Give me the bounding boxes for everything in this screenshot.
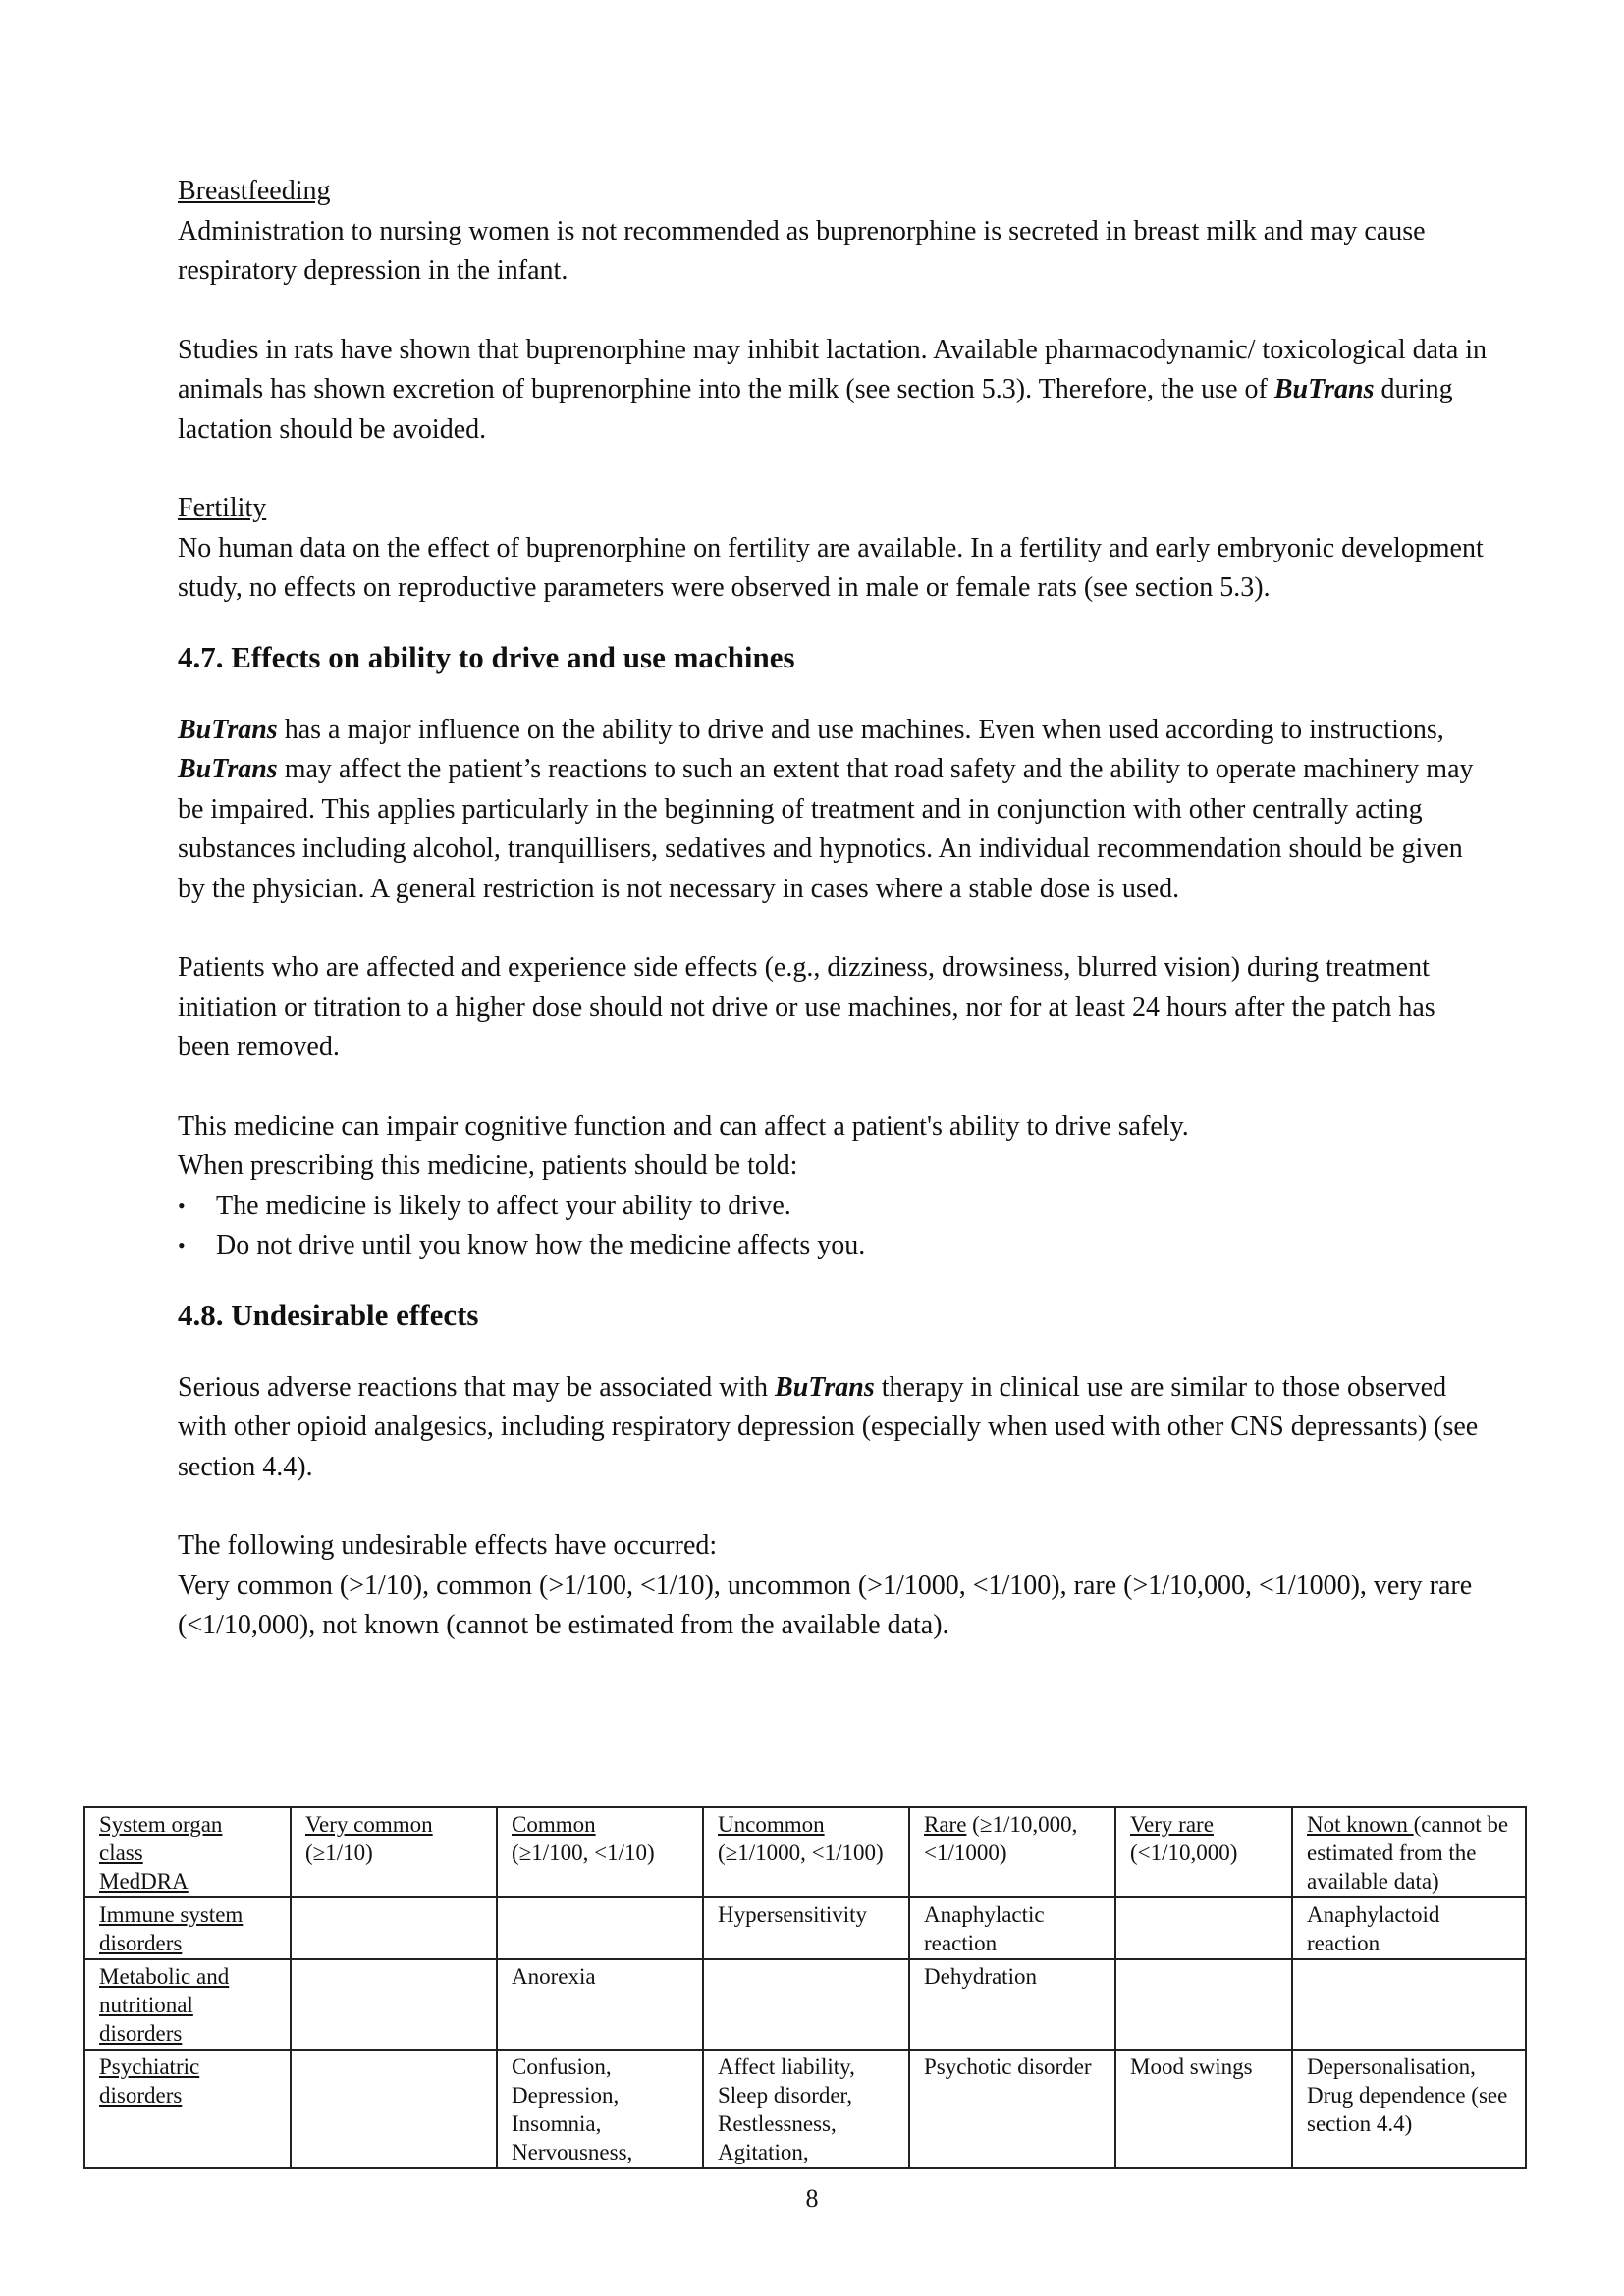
list-item: • Do not drive until you know how the medicine affects you.	[178, 1230, 866, 1260]
brand-name: BuTrans	[1273, 374, 1375, 404]
table-cell: Anorexia	[497, 1959, 703, 2050]
table-cell	[1115, 1897, 1292, 1959]
table-cell: Anaphylactoid reaction	[1292, 1897, 1526, 1959]
table-cell	[291, 1897, 497, 1959]
table-cell: Hypersensitivity	[703, 1897, 909, 1959]
header-very-common: Very common (≥1/10)	[291, 1807, 497, 1897]
breastfeeding-paragraph-1: Administration to nursing women is not recommended as buprenorphine is secreted in breast milk and may cause respiratory depression in the infant.	[178, 215, 1426, 286]
table-header-row	[84, 1807, 1526, 1897]
table-row	[84, 1959, 1526, 2050]
header-common: Common (≥1/100, <1/10)	[497, 1807, 703, 1897]
header-uncommon: Uncommon (≥1/1000, <1/100)	[703, 1807, 909, 1897]
table-cell	[1292, 1959, 1526, 2050]
table-cell: Dehydration	[909, 1959, 1115, 2050]
table-cell	[1115, 1959, 1292, 2050]
breastfeeding-heading: Breastfeeding	[178, 176, 331, 206]
table-cell: Psychotic disorder	[909, 2050, 1115, 2168]
page-content	[178, 172, 1493, 1646]
adverse-effects-table	[83, 1806, 1527, 2169]
header-not-known: Not known (cannot be estimated from the available data)	[1292, 1807, 1526, 1897]
table-cell: Depersonalisation, Drug dependence (see section 4.4)	[1292, 2050, 1526, 2168]
section-4-8-paragraph-2-line-2: Very common (>1/10), common (>1/100, <1/10), uncommon (>1/1000, <1/100), rare (>1/10,000, <1/1000), very rare (<1/10,000), not known (cannot be estimated from the available data).	[178, 1570, 1473, 1640]
table-cell: Mood swings	[1115, 2050, 1292, 2168]
page-number: 8	[805, 2184, 819, 2213]
section-4-7-paragraph-3-line-2: When prescribing this medicine, patients should be told:	[178, 1150, 798, 1181]
section-4-8-paragraph-1: Serious adverse reactions that may be associated with BuTrans therapy in clinical use are similar to those observed with other opioid analgesics, including respiratory depression (especially when used with other CNS depressants) (see section 4.4).	[178, 1371, 1479, 1482]
table-row	[84, 2050, 1526, 2168]
breastfeeding-paragraph-2: Studies in rats have shown that buprenorphine may inhibit lactation. Available pharmacodynamic/ toxicological data in animals has shown excretion of buprenorphine into the milk (see section 5.3). Therefore, the use of BuTrans during lactation should be avoided.	[178, 334, 1488, 445]
table-cell	[291, 2050, 497, 2168]
header-very-rare: Very rare (<1/10,000)	[1115, 1807, 1292, 1897]
list-item: • The medicine is likely to affect your ability to drive.	[178, 1190, 791, 1221]
table-cell	[291, 1959, 497, 2050]
table-cell: Anaphylactic reaction	[909, 1897, 1115, 1959]
table-cell: Affect liability, Sleep disorder, Restlessness, Agitation,	[703, 2050, 909, 2168]
section-4-7-paragraph-3-line-1: This medicine can impair cognitive function and can affect a patient's ability to drive safely.	[178, 1110, 1189, 1142]
table-cell	[497, 1897, 703, 1959]
table-cell-soc: Metabolic and nutritional disorders	[84, 1959, 291, 2050]
table-cell: Confusion, Depression, Insomnia, Nervousness,	[497, 2050, 703, 2168]
driving-advice-list	[178, 1187, 1493, 1266]
section-4-7-paragraph-1: BuTrans has a major influence on the ability to drive and use machines. Even when used according to instructions, BuTrans may affect the patient’s reactions to such an extent that road safety and the ability to operate machinery may be impaired. This applies particularly in the beginning of treatment and in conjunction with other centrally acting substances including alcohol, tranquillisers, sedatives and hypnotics. An individual recommendation should be given by the physician. A general restriction is not necessary in cases where a stable dose is used.	[178, 714, 1474, 904]
header-system-organ-class: System organ class MedDRA	[84, 1807, 291, 1897]
section-4-8-paragraph-2-line-1: The following undesirable effects have occurred:	[178, 1530, 718, 1561]
table-cell-soc: Immune system disorders	[84, 1897, 291, 1959]
table-cell	[703, 1959, 909, 2050]
brand-name: BuTrans	[775, 1371, 875, 1403]
section-4-7-heading: 4.7. Effects on ability to drive and use machines	[178, 639, 795, 674]
brand-name: BuTrans	[178, 754, 278, 784]
fertility-heading: Fertility	[178, 493, 267, 523]
section-4-7-paragraph-2: Patients who are affected and experience side effects (e.g., dizziness, drowsiness, blurred vision) during treatment initiation or titration to a higher dose should not drive or use machines, nor for at least 24 hours after the patch has been removed.	[178, 952, 1435, 1062]
fertility-paragraph: No human data on the effect of buprenorphine on fertility are available. In a fertility and early embryonic development study, no effects on reproductive parameters were observed in male or female rats (see section 5.3).	[178, 532, 1484, 603]
brand-name: BuTrans	[178, 714, 278, 745]
header-rare: Rare (≥1/10,000, <1/1000)	[909, 1807, 1115, 1897]
section-4-8-heading: 4.8. Undesirable effects	[178, 1297, 479, 1332]
table-row	[84, 1897, 1526, 1959]
table-cell-soc: Psychiatric disorders	[84, 2050, 291, 2168]
